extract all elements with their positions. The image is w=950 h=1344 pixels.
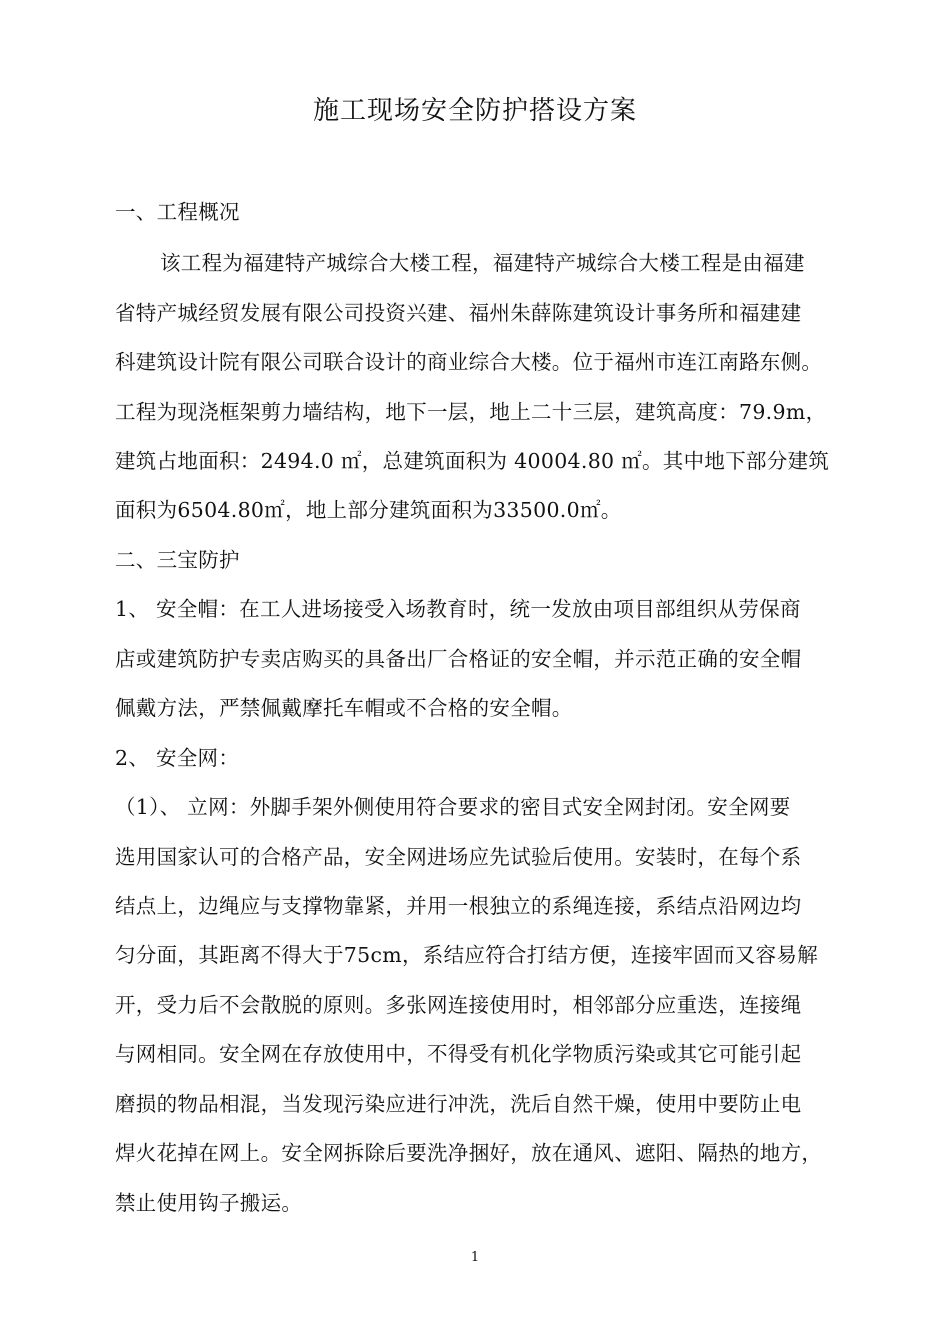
item-heading-safety-net: 2、 安全网： (115, 746, 240, 770)
subitem-line: 开，受力后不会散脱的原则。多张网连接使用时，相邻部分应重迭，连接绳 (115, 993, 802, 1017)
paragraph-line: 该工程为福建特产城综合大楼工程，福建特产城综合大楼工程是由福建 (160, 251, 805, 275)
item-line: 店或建筑防护专卖店购买的具备出厂合格证的安全帽，并示范正确的安全帽 (115, 647, 802, 671)
item-line: 佩戴方法，严禁佩戴摩托车帽或不合格的安全帽。 (115, 696, 573, 720)
paragraph-line: 科建筑设计院有限公司联合设计的商业综合大楼。位于福州市连江南路东侧。 (115, 350, 823, 374)
paragraph-line: 省特产城经贸发展有限公司投资兴建、福州朱薛陈建筑设计事务所和福建建 (115, 301, 802, 325)
paragraph-line: 面积为6504.80㎡，地上部分建筑面积为33500.0㎡。 (115, 498, 622, 522)
subitem-line: 磨损的物品相混，当发现污染应进行冲洗，洗后自然干燥，使用中要防止电 (115, 1092, 802, 1116)
section-heading-protection: 二、三宝防护 (115, 548, 240, 572)
subitem-line: （1）、 立网：外脚手架外侧使用符合要求的密目式安全网封闭。安全网要 (115, 795, 791, 819)
subitem-line: 选用国家认可的合格产品，安全网进场应先试验后使用。安装时，在每个系 (115, 845, 802, 869)
paragraph-line: 工程为现浇框架剪力墙结构，地下一层，地上二十三层，建筑高度：79.9m， (115, 400, 827, 424)
document-title: 施工现场安全防护搭设方案 (312, 96, 637, 126)
paragraph-line: 建筑占地面积：2494.0 ㎡，总建筑面积为 40004.80 ㎡。其中地下部分建筑 (115, 449, 830, 473)
subitem-line: 焊火花掉在网上。安全网拆除后要洗净捆好，放在通风、遮阳、隔热的地方， (115, 1141, 823, 1165)
section-heading-overview: 一、工程概况 (115, 200, 240, 224)
subitem-line: 禁止使用钩子搬运。 (115, 1191, 303, 1215)
item-line: 1、 安全帽：在工人进场接受入场教育时，统一发放由项目部组织从劳保商 (115, 597, 801, 621)
subitem-line: 与网相同。安全网在存放使用中，不得受有机化学物质污染或其它可能引起 (115, 1042, 802, 1066)
subitem-line: 匀分面，其距离不得大于75cm，系结应符合打结方便，连接牢固而又容易解 (115, 943, 819, 967)
page-number: 1 (470, 1250, 480, 1265)
subitem-line: 结点上，边绳应与支撑物靠紧，并用一根独立的系绳连接，系结点沿网边均 (115, 894, 802, 918)
